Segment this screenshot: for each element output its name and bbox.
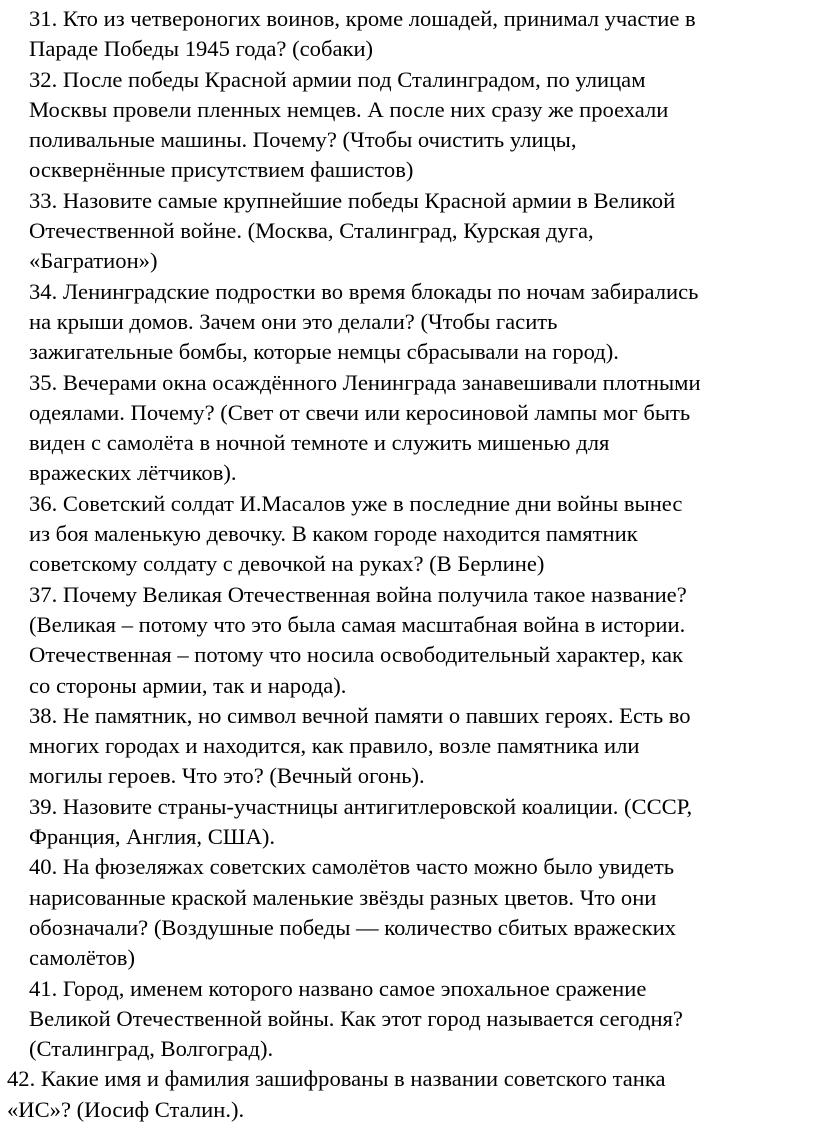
question-37: 37. Почему Великая Отечественная война получила такое название? (Великая – потому что это была самая масштабная война в истории. Отечественная – потому что носила освободительный характер, как со стороны армии, так и народа). <box>29 581 687 698</box>
question-38: 38. Не памятник, но символ вечной памяти о павших героях. Есть во многих городах и находится, как правило, возле памятника или могилы героев. Что это? (Вечный огонь). <box>29 702 691 789</box>
question-41: 41. Город, именем которого названо самое эпохальное сражение Великой Отечественной войны. Как этот город называется сегодня? (Сталинград, Волгоград). <box>29 975 683 1062</box>
document-page <box>7 4 816 1125</box>
question-33: 33. Назовите самые крупнейшие победы Красной армии в Великой Отечественной войне. (Москва, Сталинград, Курская дуга, «Багратион») <box>29 187 676 274</box>
question-34: 34. Ленинградские подростки во время блокады по ночам забирались на крыши домов. Зачем они это делали? (Чтобы гасить зажигательные бомбы, которые немцы сбрасывали на город). <box>29 278 699 365</box>
question-39: 39. Назовите страны-участницы антигитлеровской коалиции. (СССР, Франция, Англия, США). <box>29 793 693 850</box>
question-31: 31. Кто из четвероногих воинов, кроме лошадей, принимал участие в Параде Победы 1945 года? (собаки) <box>29 6 696 62</box>
question-36: 36. Советский солдат И.Масалов уже в последние дни войны вынес из боя маленькую девочку. В каком городе находится памятник советскому солдату с девочкой на руках? (В Берлине) <box>29 490 683 577</box>
question-42: 42. Какие имя и фамилия зашифрованы в названии советского танка «ИС»? (Иосиф Сталин.). <box>7 1066 666 1122</box>
question-40: 40. На фюзеляжах советских самолётов часто можно было увидеть нарисованные краской маленькие звёзды разных цветов. Что они обозначали? (Воздушные победы — количество сбитых вражеских самолётов) <box>29 854 676 971</box>
question-32: 32. После победы Красной армии под Сталинградом, по улицам Москвы провели пленных немцев. А после них сразу же проехали поливальные машины. Почему? (Чтобы очистить улицы, осквернённые присутствием фашистов) <box>29 66 669 183</box>
question-35: 35. Вечерами окна осаждённого Ленинграда занавешивали плотными одеялами. Почему? (Свет от свечи или керосиновой лампы мог быть виден с самолёта в ночной темноте и служить мишенью для вражеских лётчиков). <box>29 369 701 486</box>
